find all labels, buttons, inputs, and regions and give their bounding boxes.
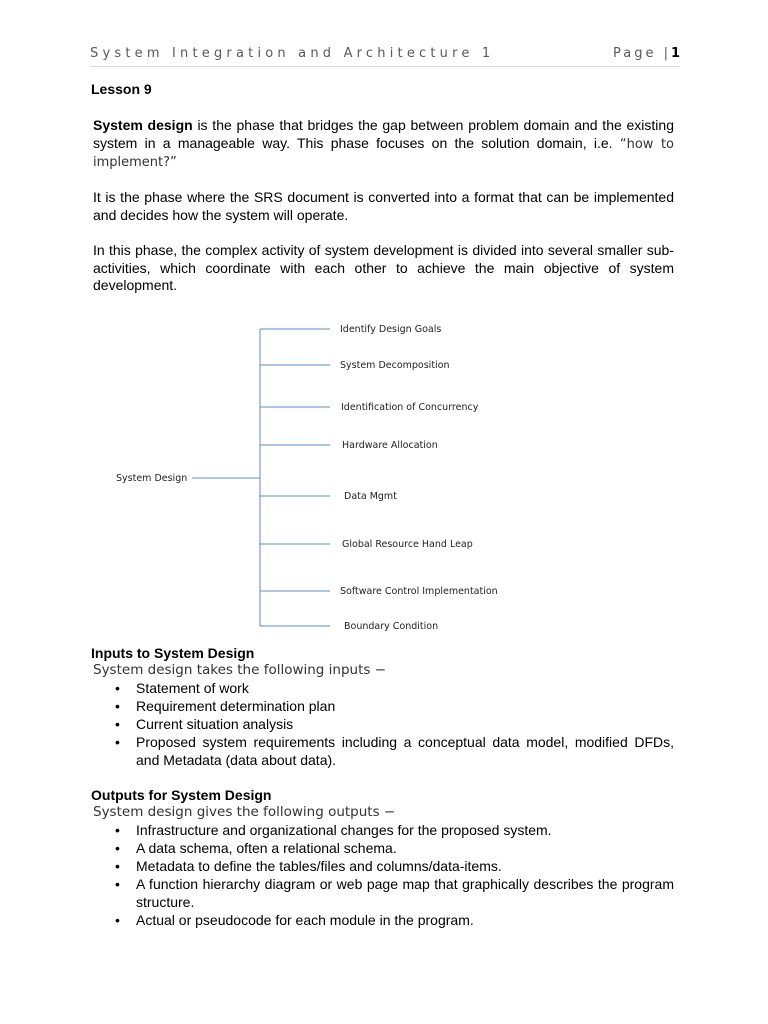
page-header xyxy=(90,44,680,67)
paragraph-subactivities: In this phase, the complex activity of system development is divided into several smaller sub-activities, which coordinate with each other to achieve the main objective of system development. xyxy=(93,242,674,293)
list-item: • Requirement determination plan xyxy=(112,697,674,715)
paragraph-intro xyxy=(93,117,674,172)
diagram-branch-label: Boundary Condition xyxy=(344,621,439,632)
page-number-label xyxy=(613,46,680,61)
list-item: • Statement of work xyxy=(112,679,674,697)
outputs-intro: System design gives the following outputs − xyxy=(93,804,396,820)
diagram-branch-label: Identify Design Goals xyxy=(340,324,442,335)
inputs-intro: System design takes the following inputs − xyxy=(93,662,387,678)
header-title: System Integration and Architecture 1 xyxy=(90,46,495,61)
page-label: Page | xyxy=(612,46,671,61)
page-number: 1 xyxy=(670,46,680,61)
inputs-heading: Inputs to System Design xyxy=(91,645,255,661)
list-item: • Infrastructure and organizational changes for the proposed system. xyxy=(112,821,674,839)
diagram-branch-label: Global Resource Hand Leap xyxy=(342,539,473,550)
paragraph-srs: It is the phase where the SRS document is converted into a format that can be implemented and decides how the system will operate. xyxy=(93,189,674,223)
lesson-title: Lesson 9 xyxy=(91,81,152,97)
list-item: • A data schema, often a relational schema. xyxy=(112,839,674,857)
diagram-branch-label: Hardware Allocation xyxy=(342,440,438,451)
list-item: • Current situation analysis xyxy=(112,715,674,733)
list-item: • A function hierarchy diagram or web page map that graphically describes the program structure. xyxy=(112,875,674,911)
diagram-branch-label: Identification of Concurrency xyxy=(341,402,479,413)
outputs-list xyxy=(112,821,674,929)
outputs-heading: Outputs for System Design xyxy=(91,787,272,803)
diagram-root-label: System Design xyxy=(116,473,188,484)
paragraph-text: is the phase that bridges the gap between problem domain and the existing system in a manageable way. This phase focuses on the solution domain, i.e. xyxy=(93,117,674,151)
paragraph-bold-lead: System design xyxy=(93,117,193,133)
diagram-branch-label: System Decomposition xyxy=(340,360,450,371)
inputs-list xyxy=(112,679,674,769)
list-item: • Metadata to define the tables/files and columns/data-items. xyxy=(112,857,674,875)
list-item: • Proposed system requirements including a conceptual data model, modified DFDs, and Metadata (data about data). xyxy=(112,733,674,769)
diagram-branch-label: Software Control Implementation xyxy=(340,586,498,597)
list-item: • Actual or pseudocode for each module in the program. xyxy=(112,911,674,929)
diagram-branch-label: Data Mgmt xyxy=(344,491,397,502)
paragraph-quote: “how to implement?” xyxy=(93,136,674,170)
